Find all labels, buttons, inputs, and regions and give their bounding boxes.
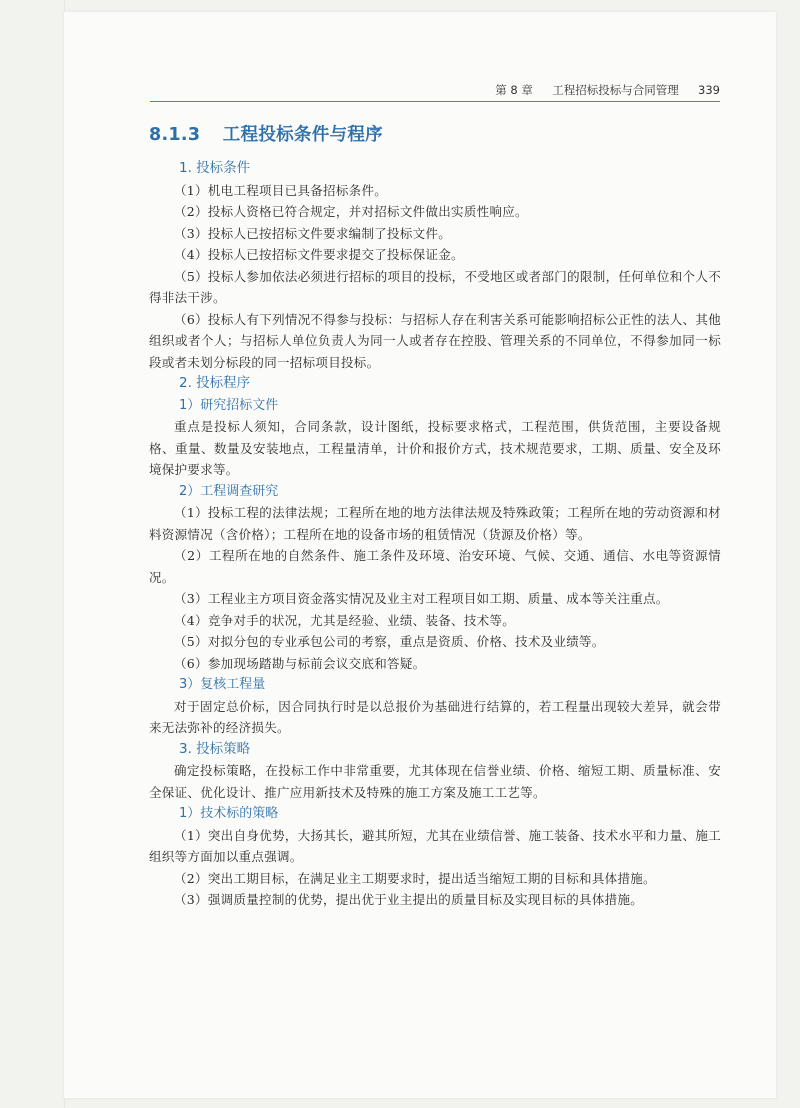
paragraph: （2）工程所在地的自然条件、施工条件及环境、治安环境、气候、交通、通信、水电等资源情况。 <box>149 548 721 585</box>
section-title-text: 工程投标条件与程序 <box>222 125 383 145</box>
paragraph: 重点是投标人须知，合同条款，设计图纸，投标要求格式，工程范围，供货范围，主要设备规格、重量、数量及安装地点，工程量清单，计价和报价方式，技术规范要求，工期、质量、安全及环境保护要求等。 <box>149 419 721 477</box>
item-heading: 2）工程调查研究 <box>179 483 279 499</box>
paragraph: （5）投标人参加依法必须进行招标的项目的投标，不受地区或者部门的限制，任何单位和个人不得非法干涉。 <box>149 268 721 305</box>
header-chapter-title: 工程招标投标与合同管理 <box>552 83 679 97</box>
subsection-heading: 1. 投标条件 <box>179 160 251 176</box>
section-number: 8.1.3 <box>149 125 201 145</box>
section-title <box>149 122 721 148</box>
header-chapter: 第 8 章 <box>495 83 533 97</box>
paragraph: （4）投标人已按招标文件要求提交了投标保证金。 <box>174 247 464 262</box>
paragraph: （4）竞争对手的状况，尤其是经验、业绩、装备、技术等。 <box>174 612 516 628</box>
item-heading: 1）研究招标文件 <box>179 397 279 413</box>
page-content <box>149 122 721 911</box>
paragraph: （2）突出工期目标，在满足业主工期要求时，提出适当缩短工期的目标和具体措施。 <box>174 870 656 886</box>
paragraph: （6）参加现场踏勘与标前会议交底和答疑。 <box>174 655 426 671</box>
paragraph: （1）机电工程项目已具备招标条件。 <box>174 182 388 198</box>
paragraph: （3）工程业主方项目资金落实情况及业主对工程项目如工期、质量、成本等关注重点。 <box>174 591 669 606</box>
paragraph: 确定投标策略，在投标工作中非常重要，尤其体现在信誉业绩、价格、缩短工期、质量标准、安全保证、优化设计、推广应用新技术及特殊的施工方案及施工工艺等。 <box>149 763 721 800</box>
header-rule <box>150 101 720 102</box>
paragraph: （1）突出自身优势，大扬其长，避其所短，尤其在业绩信誉、施工装备、技术水平和力量、施工组织等方面加以重点强调。 <box>149 827 721 864</box>
page-number: 339 <box>698 83 720 97</box>
running-header <box>150 82 720 100</box>
paragraph: （3）投标人已按招标文件要求编制了投标文件。 <box>174 225 452 241</box>
body-text <box>149 158 721 911</box>
paragraph: （6）投标人有下列情况不得参与投标：与招标人存在利害关系可能影响招标公正性的法人、其他组织或者个人；与招标人单位负责人为同一人或者存在控股、管理关系的不同单位，不得参加同一标段或者未划分标段的同一招标项目投标。 <box>149 311 721 370</box>
subsection-heading: 2. 投标程序 <box>179 375 251 391</box>
item-heading: 1）技术标的策略 <box>179 806 279 821</box>
paragraph: 对于固定总价标，因合同执行时是以总报价为基础进行结算的，若工程量出现较大差异，就会带来无法弥补的经济损失。 <box>149 698 721 735</box>
paragraph: （2）投标人资格已符合规定，并对招标文件做出实质性响应。 <box>174 204 528 219</box>
paragraph: （1）投标工程的法律法规；工程所在地的地方法律法规及特殊政策；工程所在地的劳动资源和材料资源情况（含价格）；工程所在地的设备市场的租赁情况（货源及价格）等。 <box>149 505 721 542</box>
paragraph: （3）强调质量控制的优势，提出优于业主提出的质量目标及实现目标的具体措施。 <box>174 892 644 907</box>
item-heading: 3）复核工程量 <box>179 677 266 692</box>
subsection-heading: 3. 投标策略 <box>179 740 251 757</box>
paragraph: （5）对拟分包的专业承包公司的考察，重点是资质、价格、技术及业绩等。 <box>174 634 605 649</box>
